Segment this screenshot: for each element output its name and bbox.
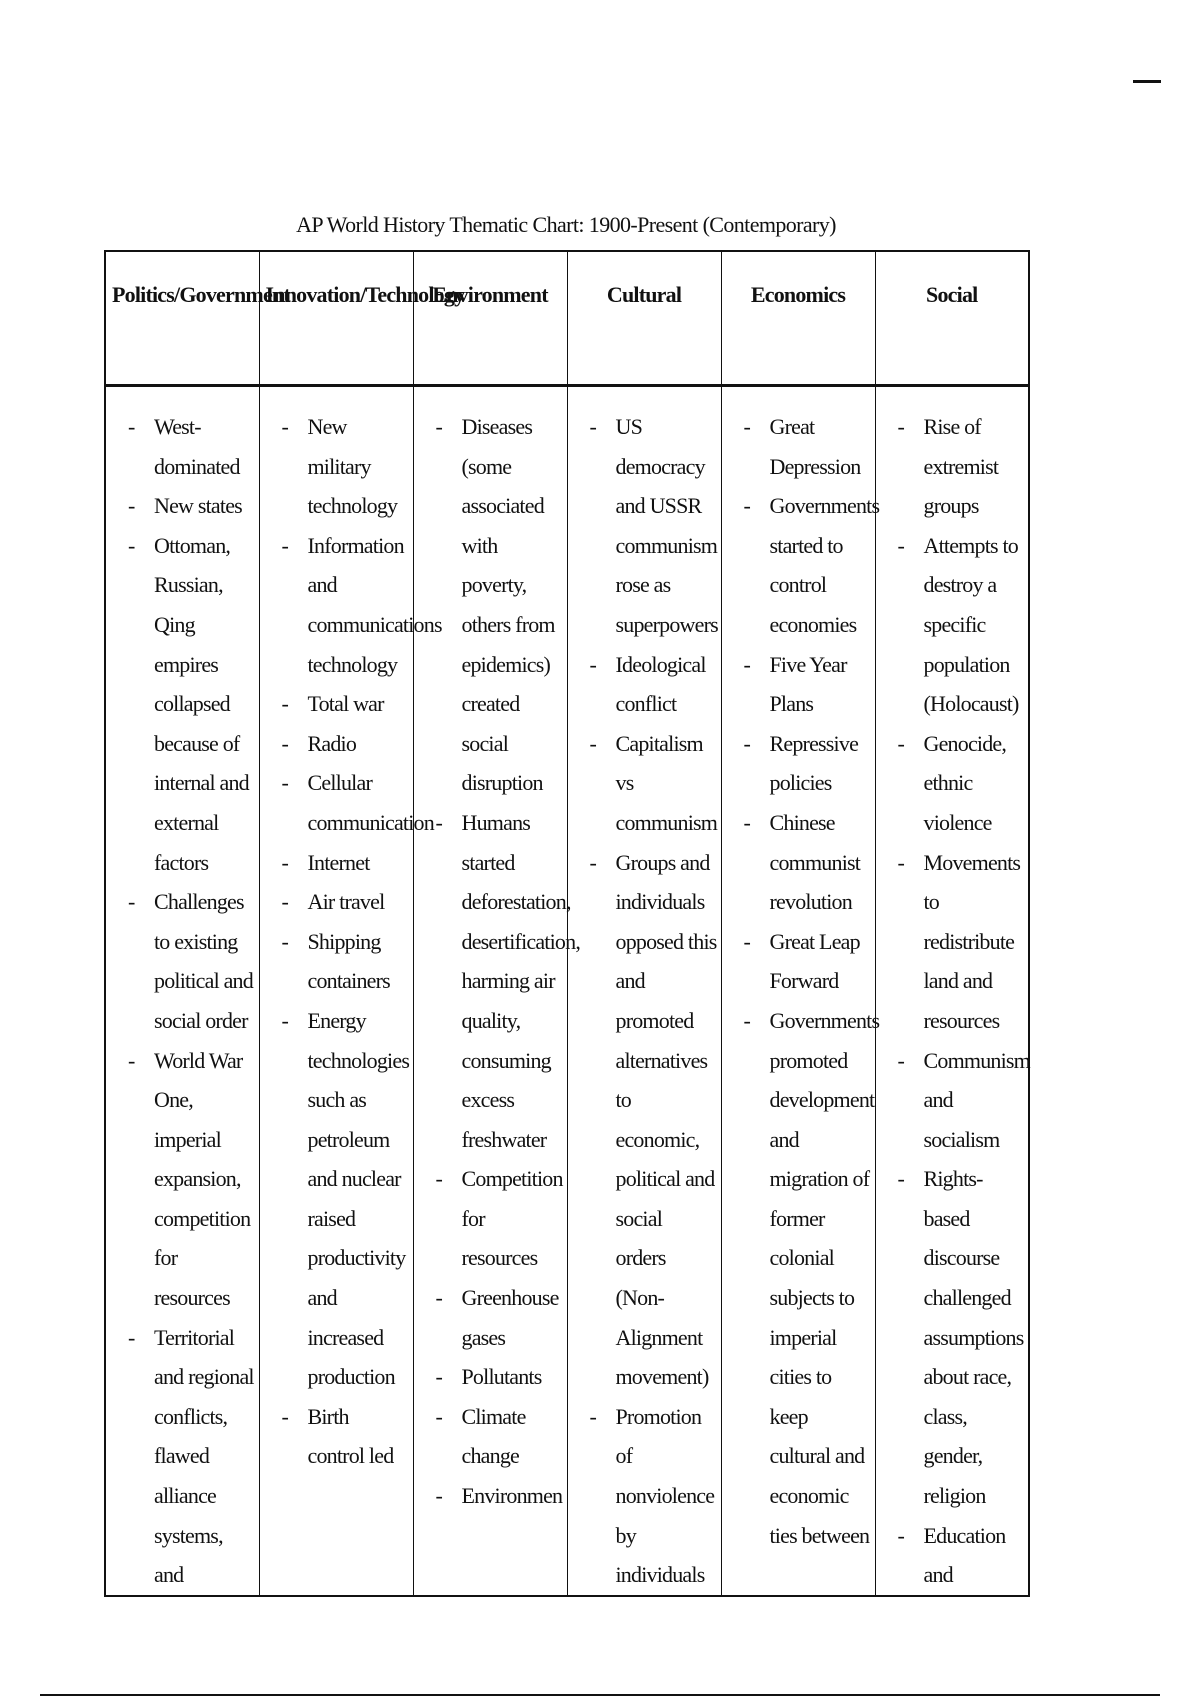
list-item: - Five Year Plans [734,645,871,724]
bullet-list [580,407,717,1595]
list-item: - Environmen [426,1476,563,1516]
list-item: - Territorial and regional conflicts, flawed alliance systems, and [118,1318,255,1595]
list-item: - Rise of extremist groups [888,407,1025,526]
list-item: - Internet [272,843,409,883]
list-item: - Diseases (some associated with poverty, others from epidemics) created social disruption [426,407,563,803]
list-item: - Great Leap Forward [734,922,871,1001]
column-header-environment: Environment [413,251,567,386]
column-header-economics: Economics [721,251,875,386]
list-item: - Education and [888,1516,1025,1595]
column-cell-social [875,386,1029,1596]
list-item: - Birth control led [272,1397,409,1476]
bullet-list [734,407,880,1555]
column-header-politics: Politics/Government [105,251,259,386]
content-row [105,386,1029,1596]
list-item: - Repressive policies [734,724,871,803]
list-item: - Ideological conflict [580,645,717,724]
column-cell-environment [413,386,581,1596]
list-item: - Humans started deforestation, desertification, harming air quality, consuming excess freshwater [426,803,563,1159]
header-row [105,251,1029,386]
column-cell-innovation [259,386,442,1596]
column-header-innovation: Innovation/Technology [259,251,413,386]
list-item: - Information and communications technology [272,526,409,684]
list-item: - Rights-based discourse challenged assumptions about race, class, gender, religion [888,1159,1025,1515]
list-item: - Ottoman, Russian, Qing empires collapsed because of internal and external factors [118,526,255,882]
bullet-list [118,407,255,1595]
list-item: - Climate change [426,1397,563,1476]
thematic-chart-table [104,250,1030,1597]
list-item: - Pollutants [426,1357,563,1397]
list-item: - Movements to redistribute land and resources [888,843,1025,1041]
list-item: - New military technology [272,407,409,526]
list-item: - West-dominated [118,407,255,486]
column-header-cultural: Cultural [567,251,721,386]
list-item: - Cellular communication [272,763,409,842]
list-item: - World War One, imperial expansion, competition for resources [118,1041,255,1318]
column-cell-economics [721,386,880,1596]
list-item: - Communism and socialism [888,1041,1025,1160]
list-item: - Governments started to control economies [734,486,871,644]
corner-dash-mark [1133,80,1161,83]
column-cell-politics [105,386,259,1596]
bullet-list [272,407,442,1476]
list-item: - Chinese communist revolution [734,803,871,922]
list-item: - Governments promoted development and migration of former colonial subjects to imperial cities to keep cultural and economic ties between [734,1001,871,1555]
column-header-social: Social [875,251,1029,386]
list-item: - Shipping containers [272,922,409,1001]
bullet-list [426,407,581,1516]
list-item: - Attempts to destroy a specific population (Holocaust) [888,526,1025,724]
list-item: - Energy technologies such as petroleum and nuclear raised productivity and increased production [272,1001,409,1397]
list-item: - Competition for resources [426,1159,563,1278]
list-item: - Groups and individuals opposed this and promoted alternatives to economic, political and social orders (Non-Alignment movement) [580,843,717,1397]
list-item: - Challenges to existing political and social order [118,882,255,1040]
bullet-list [888,407,1030,1595]
list-item: - New states [118,486,255,526]
list-item: - Greenhouse gases [426,1278,563,1357]
list-item: - Genocide, ethnic violence [888,724,1025,843]
chart-title: AP World History Thematic Chart: 1900-Present (Contemporary) [296,212,836,237]
footer-rule [40,1694,1160,1696]
list-item: - US democracy and USSR communism rose as superpowers [580,407,717,645]
list-item: - Radio [272,724,409,764]
list-item: - Promotion of nonviolence by individuals [580,1397,717,1595]
list-item: - Total war [272,684,409,724]
list-item: - Air travel [272,882,409,922]
column-cell-cultural [567,386,721,1596]
list-item: - Great Depression [734,407,871,486]
list-item: - Capitalism vs communism [580,724,717,843]
